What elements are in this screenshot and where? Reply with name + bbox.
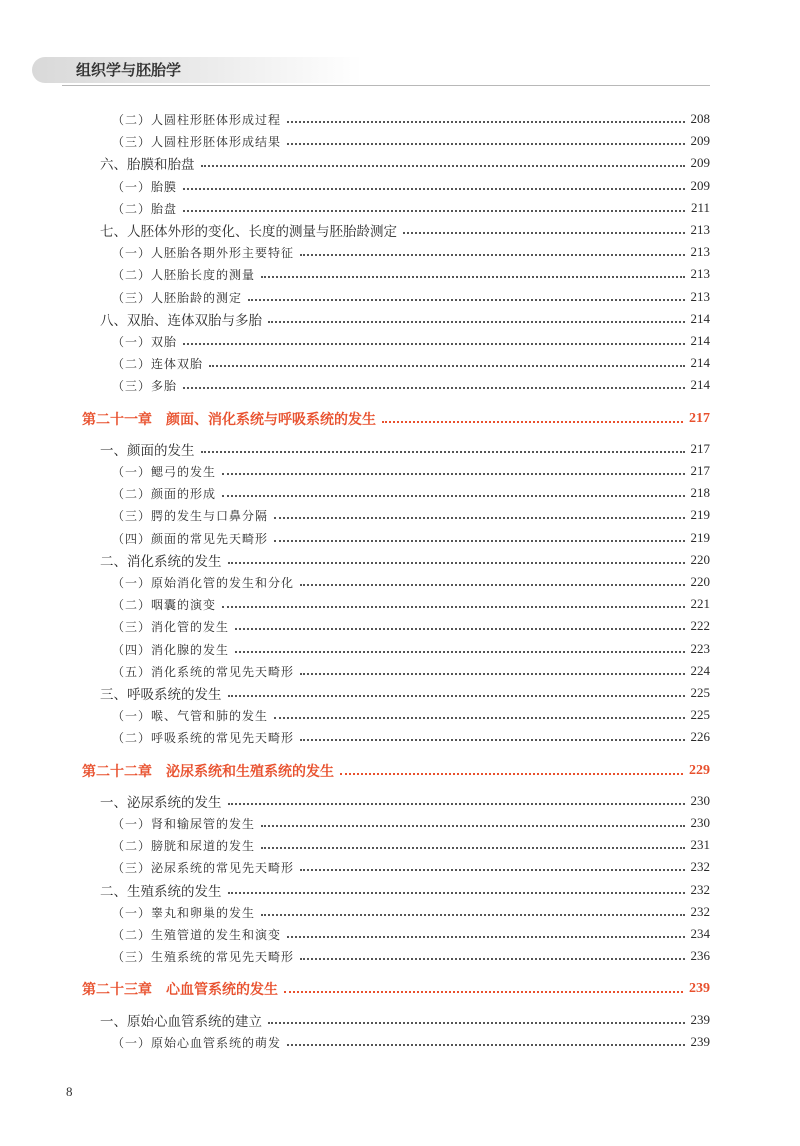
toc-leader-dots	[300, 868, 684, 871]
toc-page-number: 232	[690, 882, 710, 897]
toc-leader-dots	[287, 1043, 684, 1046]
toc-page-number: 230	[690, 793, 710, 808]
toc-leader-dots	[201, 450, 685, 453]
toc-leader-dots	[261, 275, 684, 278]
toc-subsection-entry[interactable]	[112, 374, 710, 396]
toc-subsection-entry[interactable]	[112, 263, 710, 285]
chapter-number: 第二十三章	[82, 982, 152, 998]
book-title: 组织学与胚胎学	[76, 61, 182, 79]
toc-page-number: 239	[690, 1012, 710, 1027]
toc-leader-dots	[222, 605, 684, 608]
toc-leader-dots	[222, 472, 684, 475]
toc-subsection-entry[interactable]	[112, 527, 710, 549]
toc-entry-label: （四）颜面的常见先天畸形	[112, 531, 269, 546]
toc-section-entry[interactable]	[100, 152, 710, 174]
toc-subsection-entry[interactable]	[112, 812, 710, 834]
toc-subsection-entry[interactable]	[112, 1031, 710, 1053]
toc-leader-dots	[261, 846, 684, 849]
toc-entry-label: （三）泌尿系统的常见先天畸形	[112, 860, 295, 875]
toc-page-number: 217	[690, 441, 710, 456]
toc-leader-dots	[287, 120, 684, 123]
toc-page-number: 209	[690, 155, 710, 170]
toc-leader-dots	[284, 990, 683, 993]
toc-page-number: 232	[690, 904, 710, 919]
toc-page-number: 213	[690, 222, 710, 237]
toc-entry-label: （三）消化管的发生	[112, 619, 230, 634]
toc-page-number: 225	[690, 685, 710, 700]
toc-leader-dots	[228, 561, 685, 564]
toc-subsection-entry[interactable]	[112, 593, 710, 615]
toc-leader-dots	[340, 772, 683, 775]
toc-entry-label: （一）人胚胎各期外形主要特征	[112, 245, 295, 260]
toc-subsection-entry[interactable]	[112, 638, 710, 660]
toc-subsection-entry[interactable]	[112, 923, 710, 945]
toc-page-number: 214	[690, 377, 710, 392]
toc-page-number: 223	[690, 641, 710, 656]
toc-chapter-entry[interactable]	[82, 760, 710, 782]
toc-subsection-entry[interactable]	[112, 460, 710, 482]
toc-page-number: 232	[690, 859, 710, 874]
toc-entry-label: （二）人圆柱形胚体形成过程	[112, 112, 282, 127]
toc-subsection-entry[interactable]	[112, 286, 710, 308]
toc-section-entry[interactable]	[100, 879, 710, 901]
toc-section-entry[interactable]	[100, 790, 710, 812]
toc-entry-label: （二）颜面的形成	[112, 486, 217, 501]
chapter-title: 颜面、消化系统与呼吸系统的发生	[166, 412, 376, 428]
toc-entry-label: 二、消化系统的发生	[100, 554, 222, 570]
toc-entry-label: 一、泌尿系统的发生	[100, 795, 222, 811]
toc-chapter-entry[interactable]	[82, 408, 710, 430]
toc-page-number: 214	[690, 355, 710, 370]
chapter-number: 第二十二章	[82, 764, 152, 780]
toc-leader-dots	[300, 253, 684, 256]
toc-leader-dots	[287, 142, 684, 145]
toc-entry-label: （一）双胎	[112, 334, 178, 349]
toc-entry-label: （三）多胎	[112, 378, 178, 393]
toc-leader-dots	[268, 1021, 685, 1024]
toc-page-number: 225	[690, 707, 710, 722]
toc-page-number: 213	[690, 289, 710, 304]
toc-leader-dots	[300, 957, 684, 960]
toc-page-number: 214	[690, 311, 710, 326]
toc-subsection-entry[interactable]	[112, 175, 710, 197]
toc-subsection-entry[interactable]	[112, 945, 710, 967]
toc-page-number: 211	[690, 200, 710, 215]
toc-entry-label: 一、原始心血管系统的建立	[100, 1014, 262, 1030]
toc-section-entry[interactable]	[100, 549, 710, 571]
toc-page-number: 220	[690, 552, 710, 567]
page-number: 8	[66, 1084, 73, 1099]
toc-leader-dots	[228, 891, 685, 894]
toc-subsection-entry[interactable]	[112, 615, 710, 637]
toc-page-number: 229	[689, 763, 710, 778]
toc-leader-dots	[228, 802, 685, 805]
toc-subsection-entry[interactable]	[112, 704, 710, 726]
toc-page-number: 231	[690, 837, 710, 852]
toc-leader-dots	[235, 650, 684, 653]
toc-entry-label: 七、人胚体外形的变化、长度的测量与胚胎龄测定	[100, 224, 397, 240]
toc-entry-label: （一）原始心血管系统的萌发	[112, 1035, 282, 1050]
toc-entry-label: 八、双胎、连体双胎与多胎	[100, 313, 262, 329]
toc-entry-label: （三）人圆柱形胚体形成结果	[112, 134, 282, 149]
toc-entry-label: （二）膀胱和尿道的发生	[112, 838, 256, 853]
toc-entry-label: （一）睾丸和卵巢的发生	[112, 905, 256, 920]
toc-entry-label: （一）胎膜	[112, 179, 178, 194]
chapter-title: 泌尿系统和生殖系统的发生	[166, 764, 334, 780]
toc-page-number: 209	[690, 133, 710, 148]
toc-entry-label: （五）消化系统的常见先天畸形	[112, 664, 295, 679]
toc-entry-label: 三、呼吸系统的发生	[100, 687, 222, 703]
toc-page-number: 213	[690, 244, 710, 259]
toc-leader-dots	[300, 583, 684, 586]
toc-page-number: 213	[690, 266, 710, 281]
toc-page-number: 226	[690, 729, 710, 744]
toc-page-number: 220	[690, 574, 710, 589]
toc-entry-label: （一）原始消化管的发生和分化	[112, 575, 295, 590]
toc-page-number: 209	[690, 178, 710, 193]
toc-page-number: 208	[690, 111, 710, 126]
toc-entry-label	[82, 409, 376, 429]
toc-page-number: 217	[690, 463, 710, 478]
toc-leader-dots	[235, 627, 684, 630]
toc-entry-label: （一）鳃弓的发生	[112, 464, 217, 479]
toc-subsection-entry[interactable]	[112, 330, 710, 352]
toc-leader-dots	[248, 298, 684, 301]
toc-leader-dots	[222, 494, 684, 497]
toc-entry-label: （一）喉、气管和肺的发生	[112, 708, 269, 723]
toc-leader-dots	[209, 364, 684, 367]
toc-subsection-entry[interactable]	[112, 108, 710, 130]
toc-subsection-entry[interactable]	[112, 130, 710, 152]
toc-section-entry[interactable]	[100, 682, 710, 704]
toc-subsection-entry[interactable]	[112, 482, 710, 504]
header-rule	[62, 85, 710, 86]
toc-entry-label: （一）肾和输尿管的发生	[112, 816, 256, 831]
toc-subsection-entry[interactable]	[112, 901, 710, 923]
toc-leader-dots	[228, 694, 685, 697]
toc-page-number: 236	[690, 948, 710, 963]
toc-entry-label: （二）呼吸系统的常见先天畸形	[112, 730, 295, 745]
toc-entry-label: （二）生殖管道的发生和演变	[112, 927, 282, 942]
toc-leader-dots	[274, 516, 684, 519]
toc-leader-dots	[261, 824, 684, 827]
toc-leader-dots	[274, 716, 684, 719]
toc-page-number: 218	[690, 485, 710, 500]
toc-entry-label	[82, 761, 334, 781]
toc-entry-label: （二）咽囊的演变	[112, 597, 217, 612]
toc-leader-dots	[274, 539, 684, 542]
toc-subsection-entry[interactable]	[112, 834, 710, 856]
toc-subsection-entry[interactable]	[112, 197, 710, 219]
toc-leader-dots	[403, 231, 685, 234]
toc-leader-dots	[300, 738, 684, 741]
toc-subsection-entry[interactable]	[112, 352, 710, 374]
toc-chapter-entry[interactable]	[82, 978, 710, 1000]
toc-leader-dots	[287, 935, 684, 938]
toc-page-number: 230	[690, 815, 710, 830]
toc-entry-label: （二）胎盘	[112, 201, 178, 216]
toc-subsection-entry[interactable]	[112, 856, 710, 878]
toc-subsection-entry[interactable]	[112, 241, 710, 263]
toc-page-number: 221	[690, 596, 710, 611]
toc-entry-label: （二）人胚胎长度的测量	[112, 267, 256, 282]
toc-leader-dots	[300, 672, 684, 675]
toc-page-number: 239	[689, 981, 710, 996]
toc-subsection-entry[interactable]	[112, 726, 710, 748]
toc-section-entry[interactable]	[100, 219, 710, 241]
toc-leader-dots	[183, 342, 684, 345]
chapter-number: 第二十一章	[82, 412, 152, 428]
toc-subsection-entry[interactable]	[112, 504, 710, 526]
toc-page-number: 219	[690, 530, 710, 545]
toc-page-number: 222	[690, 618, 710, 633]
toc-entry-label: 六、胎膜和胎盘	[100, 157, 195, 173]
chapter-title: 心血管系统的发生	[166, 982, 278, 998]
toc-section-entry[interactable]	[100, 1009, 710, 1031]
toc-page-number: 234	[690, 926, 710, 941]
toc-entry-label: 一、颜面的发生	[100, 443, 195, 459]
toc-entry-label: （三）腭的发生与口鼻分隔	[112, 508, 269, 523]
toc-entry-label: （三）生殖系统的常见先天畸形	[112, 949, 295, 964]
toc-page-number: 239	[690, 1034, 710, 1049]
toc-leader-dots	[382, 420, 683, 423]
toc-entry-label	[82, 979, 278, 999]
toc-section-entry[interactable]	[100, 438, 710, 460]
toc-section-entry[interactable]	[100, 308, 710, 330]
toc-leader-dots	[183, 209, 685, 212]
toc-subsection-entry[interactable]	[112, 571, 710, 593]
toc-subsection-entry[interactable]	[112, 660, 710, 682]
toc-page-number: 224	[690, 663, 710, 678]
toc-page-number: 214	[690, 333, 710, 348]
toc-leader-dots	[183, 187, 684, 190]
toc-page-number: 219	[690, 507, 710, 522]
toc-entry-label: （四）消化腺的发生	[112, 642, 230, 657]
toc-page-number: 217	[689, 411, 710, 426]
toc-entry-label: （三）人胚胎龄的测定	[112, 290, 243, 305]
toc-leader-dots	[183, 386, 684, 389]
toc-leader-dots	[261, 913, 684, 916]
toc-leader-dots	[201, 164, 685, 167]
toc-leader-dots	[268, 320, 685, 323]
toc-entry-label: 二、生殖系统的发生	[100, 884, 222, 900]
toc-entry-label: （二）连体双胎	[112, 356, 204, 371]
